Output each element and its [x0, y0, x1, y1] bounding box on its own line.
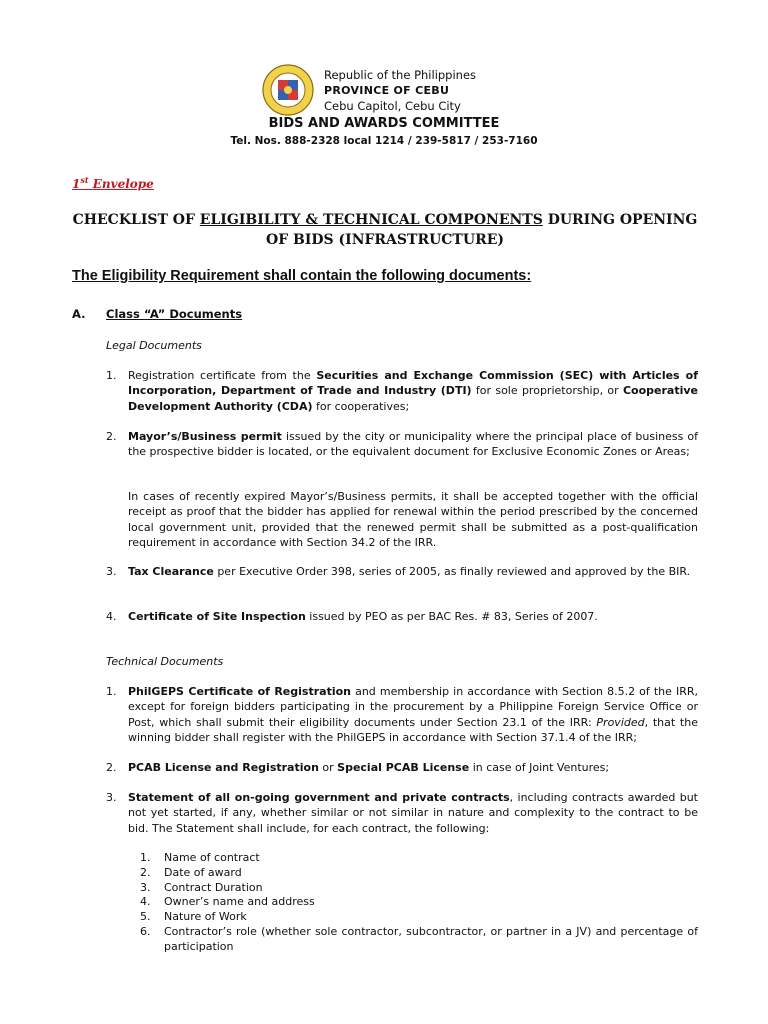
- legal-documents-heading: Legal Documents: [106, 339, 202, 352]
- header-province: PROVINCE OF CEBU: [324, 84, 450, 97]
- province-seal-icon: [262, 64, 314, 116]
- contract-details-list: [140, 851, 698, 955]
- section-a-letter: A.: [72, 307, 86, 321]
- technical-item-2: 2. PCAB License and Registration or Special PCAB License in case of Joint Ventures;: [106, 761, 610, 774]
- list-item: 6. Contractor’s role (whether sole contractor, subcontractor, or partner in a JV) and percentage of participation: [140, 924, 698, 953]
- header-telephone: Tel. Nos. 888-2328 local 1214 / 239-5817 / 253-7160: [230, 135, 538, 147]
- eligibility-heading: The Eligibility Requirement shall contain the following documents:: [72, 268, 532, 284]
- legal-item-4: 4. Certificate of Site Inspection issued by PEO as per BAC Res. # 83, Series of 2007.: [106, 610, 598, 623]
- list-item: 5. Nature of Work: [140, 910, 247, 924]
- header-capitol: Cebu Capitol, Cebu City: [324, 99, 461, 113]
- header-committee: BIDS AND AWARDS COMMITTEE: [268, 116, 500, 131]
- list-item: 2. Date of award: [140, 865, 242, 879]
- document-title: CHECKLIST OF ELIGIBILITY & TECHNICAL COMPONENTS DURING OPENING OF BIDS (INFRASTRUCTURE): [72, 212, 698, 248]
- technical-item-1: 1. PhilGEPS Certificate of Registration and membership in accordance with Section 8.5.2 of the IRR, except for foreign bidders participating in the procurement by a Philippine Foreign Service Office or Post, which shall submit their eligibility documents under Section 23.1 of the IRR: Provided, that the winning bidder shall register with the PhilGEPS in accordance with Section 37.1.4 of the IRR;: [106, 685, 698, 744]
- legal-item-3: 3. Tax Clearance per Executive Order 398, series of 2005, as finally reviewed and approved by the BIR.: [106, 565, 691, 578]
- technical-documents-heading: Technical Documents: [106, 655, 224, 668]
- legal-item-2: 2. Mayor’s/Business permit issued by the city or municipality where the principal place of business of the prospective bidder is located, or the equivalent document for Exclusive Economic Zones or Areas;: [106, 430, 699, 459]
- list-item: 4. Owner’s name and address: [140, 895, 315, 909]
- envelope-label: 1st Envelope: [72, 175, 154, 191]
- list-item: 1. Name of contract: [140, 851, 260, 864]
- section-a-title: Class “A” Documents: [106, 307, 243, 321]
- legal-item-1: 1. Registration certificate from the Securities and Exchange Commission (SEC) with Articles of Incorporation, Department of Trade and Industry (DTI) for sole proprietorship, or Cooperative Development Authority (CDA) for cooperatives;: [106, 369, 698, 413]
- technical-item-3: 3. Statement of all on-going government and private contracts, including contracts awarded but not yet started, if any, whether similar or not similar in nature and complexity to the contract to be bid. The Statement shall include, for each contract, the following:: [106, 791, 698, 835]
- header-republic: Republic of the Philippines: [324, 68, 477, 82]
- legal-item-2-note: In cases of recently expired Mayor’s/Business permits, it shall be accepted together with the official receipt as proof that the bidder has applied for renewal within the period prescribed by the concerned local government unit, provided that the renewed permit shall be submitted as a post-qualification requirement in accordance with Section 34.2 of the IRR.: [128, 490, 698, 549]
- list-item: 3. Contract Duration: [140, 880, 263, 894]
